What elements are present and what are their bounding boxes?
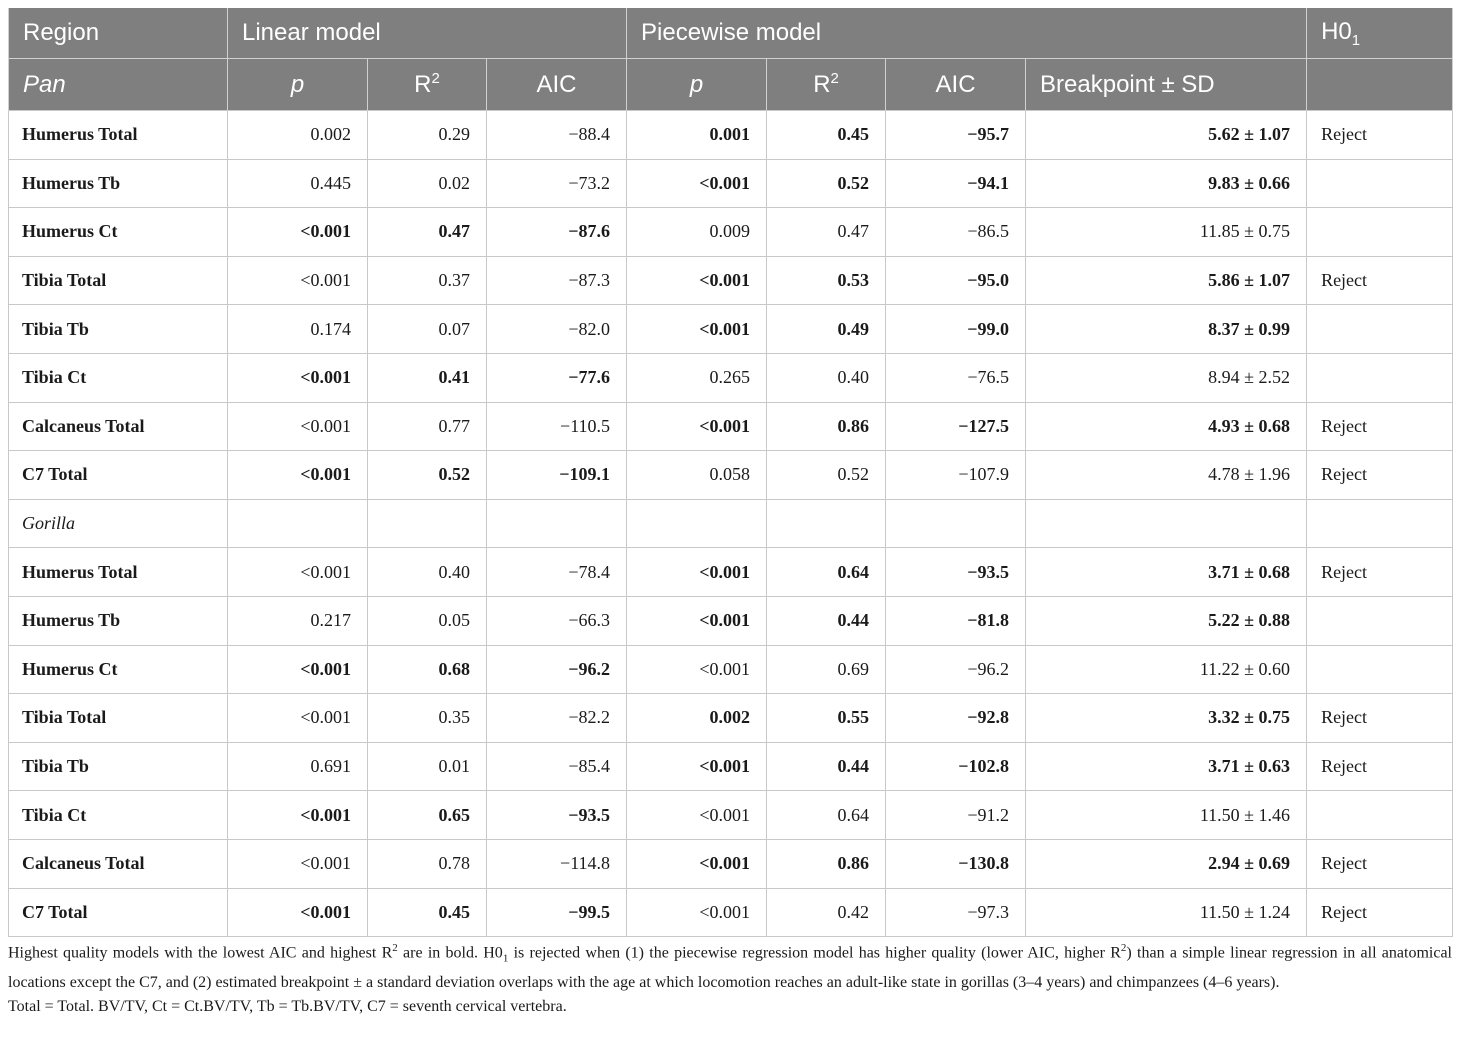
piecewise-p-cell: 0.265 — [627, 353, 767, 402]
breakpoint-cell: 8.94 ± 2.52 — [1026, 353, 1307, 402]
header-piecewise-p: p — [627, 59, 767, 111]
table-row — [9, 742, 1453, 791]
piecewise-r2-cell: 0.86 — [767, 839, 886, 888]
linear-p-cell: 0.217 — [228, 596, 368, 645]
header-linear-p: p — [228, 59, 368, 111]
h0-result-cell: Reject — [1307, 548, 1453, 597]
linear-p-cell: 0.445 — [228, 159, 368, 208]
table-footnotes — [8, 936, 1452, 1019]
linear-aic-cell: −87.6 — [487, 208, 627, 257]
h0-result-cell: Reject — [1307, 839, 1453, 888]
linear-p-cell: <0.001 — [228, 645, 368, 694]
header-h0-base: H0 — [1321, 17, 1352, 45]
piecewise-r2-cell: 0.44 — [767, 596, 886, 645]
header-piecewise-model: Piecewise model — [627, 8, 1307, 59]
h0-result-cell: Reject — [1307, 111, 1453, 160]
header-row-top — [9, 8, 1453, 59]
table-row — [9, 839, 1453, 888]
linear-aic-cell: −66.3 — [487, 596, 627, 645]
piecewise-p-cell: <0.001 — [627, 742, 767, 791]
linear-aic-cell: −93.5 — [487, 791, 627, 840]
breakpoint-cell: 3.71 ± 0.68 — [1026, 548, 1307, 597]
footnote-text: is rejected when (1) the piecewise regression model has higher quality (lower AIC, higher R — [508, 944, 1121, 962]
linear-aic-cell: −99.5 — [487, 888, 627, 937]
breakpoint-cell: 3.71 ± 0.63 — [1026, 742, 1307, 791]
piecewise-aic-cell: −130.8 — [886, 839, 1026, 888]
region-cell: Humerus Ct — [9, 645, 228, 694]
breakpoint-cell: 11.85 ± 0.75 — [1026, 208, 1307, 257]
empty-cell — [1026, 499, 1307, 548]
piecewise-aic-cell: −93.5 — [886, 548, 1026, 597]
header-h0 — [1307, 8, 1453, 59]
header-linear-r2-sup: 2 — [431, 70, 440, 87]
linear-aic-cell: −82.0 — [487, 305, 627, 354]
linear-aic-cell: −73.2 — [487, 159, 627, 208]
linear-p-cell: <0.001 — [228, 208, 368, 257]
table-row — [9, 451, 1453, 500]
linear-aic-cell: −110.5 — [487, 402, 627, 451]
linear-r2-cell: 0.02 — [368, 159, 487, 208]
region-cell: Humerus Total — [9, 548, 228, 597]
h0-result-cell: Reject — [1307, 451, 1453, 500]
empty-cell — [886, 499, 1026, 548]
linear-r2-cell: 0.47 — [368, 208, 487, 257]
piecewise-p-cell: <0.001 — [627, 159, 767, 208]
results-table-container — [8, 8, 1452, 937]
h0-result-cell — [1307, 208, 1453, 257]
footnote-bold-and-h0 — [8, 936, 1452, 995]
header-linear-r2 — [368, 59, 487, 111]
linear-r2-cell: 0.01 — [368, 742, 487, 791]
table-row — [9, 694, 1453, 743]
table-header — [9, 8, 1453, 111]
linear-r2-cell: 0.35 — [368, 694, 487, 743]
piecewise-aic-cell: −76.5 — [886, 353, 1026, 402]
empty-cell — [228, 499, 368, 548]
piecewise-r2-cell: 0.64 — [767, 548, 886, 597]
piecewise-p-cell: 0.058 — [627, 451, 767, 500]
piecewise-aic-cell: −95.0 — [886, 256, 1026, 305]
piecewise-r2-cell: 0.42 — [767, 888, 886, 937]
piecewise-aic-cell: −97.3 — [886, 888, 1026, 937]
linear-r2-cell: 0.05 — [368, 596, 487, 645]
linear-r2-cell: 0.45 — [368, 888, 487, 937]
piecewise-p-cell: <0.001 — [627, 645, 767, 694]
region-cell: Tibia Total — [9, 694, 228, 743]
linear-r2-cell: 0.29 — [368, 111, 487, 160]
piecewise-p-cell: <0.001 — [627, 548, 767, 597]
linear-aic-cell: −82.2 — [487, 694, 627, 743]
breakpoint-cell: 9.83 ± 0.66 — [1026, 159, 1307, 208]
piecewise-aic-cell: −95.7 — [886, 111, 1026, 160]
linear-p-cell: <0.001 — [228, 791, 368, 840]
table-row — [9, 888, 1453, 937]
piecewise-aic-cell: −107.9 — [886, 451, 1026, 500]
h0-result-cell — [1307, 596, 1453, 645]
linear-p-cell: <0.001 — [228, 256, 368, 305]
header-h0-empty — [1307, 59, 1453, 111]
model-comparison-table — [8, 8, 1453, 937]
breakpoint-cell: 5.62 ± 1.07 — [1026, 111, 1307, 160]
linear-aic-cell: −96.2 — [487, 645, 627, 694]
table-row — [9, 402, 1453, 451]
linear-p-cell: <0.001 — [228, 402, 368, 451]
footnote-sup: 2 — [392, 942, 398, 954]
piecewise-r2-cell: 0.45 — [767, 111, 886, 160]
header-piecewise-r2-base: R — [813, 71, 831, 98]
table-row — [9, 256, 1453, 305]
region-cell: Tibia Tb — [9, 742, 228, 791]
h0-result-cell — [1307, 645, 1453, 694]
linear-aic-cell: −109.1 — [487, 451, 627, 500]
breakpoint-cell: 5.22 ± 0.88 — [1026, 596, 1307, 645]
linear-p-cell: <0.001 — [228, 839, 368, 888]
empty-cell — [1307, 499, 1453, 548]
footnote-text: ) than a simple linear regression in all anatomical locations except the C7, and (2) estimated breakpoint ± a standard deviation overlaps with the age at which locomotion reaches an adult-like state in gorillas (3–4 years) and chimpanzees (4–6 years). — [8, 944, 1452, 991]
breakpoint-cell: 11.22 ± 0.60 — [1026, 645, 1307, 694]
piecewise-r2-cell: 0.40 — [767, 353, 886, 402]
h0-result-cell: Reject — [1307, 694, 1453, 743]
linear-aic-cell: −114.8 — [487, 839, 627, 888]
header-group-pan: Pan — [9, 59, 228, 111]
header-breakpoint: Breakpoint ± SD — [1026, 59, 1307, 111]
linear-r2-cell: 0.68 — [368, 645, 487, 694]
linear-aic-cell: −78.4 — [487, 548, 627, 597]
piecewise-r2-cell: 0.52 — [767, 451, 886, 500]
piecewise-p-cell: <0.001 — [627, 596, 767, 645]
breakpoint-cell: 4.93 ± 0.68 — [1026, 402, 1307, 451]
piecewise-r2-cell: 0.47 — [767, 208, 886, 257]
header-linear-model: Linear model — [228, 8, 627, 59]
piecewise-p-cell: <0.001 — [627, 791, 767, 840]
piecewise-r2-cell: 0.52 — [767, 159, 886, 208]
group-label: Gorilla — [9, 499, 228, 548]
table-row — [9, 159, 1453, 208]
region-cell: Tibia Ct — [9, 353, 228, 402]
table-row — [9, 791, 1453, 840]
piecewise-aic-cell: −92.8 — [886, 694, 1026, 743]
piecewise-aic-cell: −91.2 — [886, 791, 1026, 840]
empty-cell — [627, 499, 767, 548]
h0-result-cell: Reject — [1307, 888, 1453, 937]
h0-result-cell: Reject — [1307, 402, 1453, 451]
breakpoint-cell: 5.86 ± 1.07 — [1026, 256, 1307, 305]
piecewise-r2-cell: 0.55 — [767, 694, 886, 743]
breakpoint-cell: 8.37 ± 0.99 — [1026, 305, 1307, 354]
h0-result-cell: Reject — [1307, 256, 1453, 305]
piecewise-r2-cell: 0.53 — [767, 256, 886, 305]
linear-aic-cell: −87.3 — [487, 256, 627, 305]
region-cell: Tibia Tb — [9, 305, 228, 354]
piecewise-aic-cell: −81.8 — [886, 596, 1026, 645]
breakpoint-cell: 3.32 ± 0.75 — [1026, 694, 1307, 743]
region-cell: C7 Total — [9, 451, 228, 500]
header-linear-r2-base: R — [414, 71, 432, 98]
table-row — [9, 353, 1453, 402]
breakpoint-cell: 11.50 ± 1.24 — [1026, 888, 1307, 937]
linear-aic-cell: −85.4 — [487, 742, 627, 791]
linear-aic-cell: −88.4 — [487, 111, 627, 160]
table-row — [9, 645, 1453, 694]
footnote-text: are in bold. H0 — [397, 944, 503, 962]
piecewise-p-cell: <0.001 — [627, 402, 767, 451]
region-cell: Humerus Total — [9, 111, 228, 160]
table-row — [9, 305, 1453, 354]
linear-p-cell: <0.001 — [228, 888, 368, 937]
linear-r2-cell: 0.07 — [368, 305, 487, 354]
linear-p-cell: <0.001 — [228, 694, 368, 743]
linear-p-cell: 0.002 — [228, 111, 368, 160]
piecewise-aic-cell: −127.5 — [886, 402, 1026, 451]
piecewise-aic-cell: −99.0 — [886, 305, 1026, 354]
header-region: Region — [9, 8, 228, 59]
linear-r2-cell: 0.40 — [368, 548, 487, 597]
header-h0-sub: 1 — [1351, 31, 1361, 49]
region-cell: Humerus Ct — [9, 208, 228, 257]
linear-p-cell: 0.174 — [228, 305, 368, 354]
empty-cell — [767, 499, 886, 548]
linear-r2-cell: 0.77 — [368, 402, 487, 451]
piecewise-r2-cell: 0.64 — [767, 791, 886, 840]
region-cell: Calcaneus Total — [9, 402, 228, 451]
linear-aic-cell: −77.6 — [487, 353, 627, 402]
piecewise-p-cell: 0.002 — [627, 694, 767, 743]
linear-p-cell: 0.691 — [228, 742, 368, 791]
region-cell: Tibia Total — [9, 256, 228, 305]
linear-r2-cell: 0.37 — [368, 256, 487, 305]
header-piecewise-r2-sup: 2 — [830, 70, 839, 87]
header-piecewise-r2 — [767, 59, 886, 111]
linear-p-cell: <0.001 — [228, 548, 368, 597]
piecewise-r2-cell: 0.69 — [767, 645, 886, 694]
breakpoint-cell: 4.78 ± 1.96 — [1026, 451, 1307, 500]
piecewise-p-cell: 0.001 — [627, 111, 767, 160]
linear-r2-cell: 0.78 — [368, 839, 487, 888]
table-row — [9, 548, 1453, 597]
empty-cell — [487, 499, 627, 548]
region-cell: Humerus Tb — [9, 159, 228, 208]
table-group-row — [9, 499, 1453, 548]
piecewise-aic-cell: −94.1 — [886, 159, 1026, 208]
linear-r2-cell: 0.41 — [368, 353, 487, 402]
table-row — [9, 208, 1453, 257]
piecewise-aic-cell: −96.2 — [886, 645, 1026, 694]
linear-p-cell: <0.001 — [228, 451, 368, 500]
header-piecewise-aic: AIC — [886, 59, 1026, 111]
h0-result-cell — [1307, 159, 1453, 208]
piecewise-aic-cell: −102.8 — [886, 742, 1026, 791]
linear-r2-cell: 0.65 — [368, 791, 487, 840]
region-cell: Humerus Tb — [9, 596, 228, 645]
h0-result-cell — [1307, 791, 1453, 840]
piecewise-aic-cell: −86.5 — [886, 208, 1026, 257]
breakpoint-cell: 11.50 ± 1.46 — [1026, 791, 1307, 840]
footnote-text: Highest quality models with the lowest AIC and highest R — [8, 944, 393, 962]
piecewise-r2-cell: 0.44 — [767, 742, 886, 791]
table-row — [9, 111, 1453, 160]
piecewise-r2-cell: 0.86 — [767, 402, 886, 451]
footnote-sup: 2 — [1120, 942, 1127, 954]
piecewise-p-cell: <0.001 — [627, 256, 767, 305]
header-row-sub — [9, 59, 1453, 111]
linear-r2-cell: 0.52 — [368, 451, 487, 500]
empty-cell — [368, 499, 487, 548]
piecewise-p-cell: <0.001 — [627, 305, 767, 354]
piecewise-r2-cell: 0.49 — [767, 305, 886, 354]
piecewise-p-cell: 0.009 — [627, 208, 767, 257]
breakpoint-cell: 2.94 ± 0.69 — [1026, 839, 1307, 888]
linear-p-cell: <0.001 — [228, 353, 368, 402]
table-row — [9, 596, 1453, 645]
header-linear-aic: AIC — [487, 59, 627, 111]
h0-result-cell — [1307, 353, 1453, 402]
region-cell: C7 Total — [9, 888, 228, 937]
footnote-sub: 1 — [502, 952, 509, 965]
piecewise-p-cell: <0.001 — [627, 839, 767, 888]
h0-result-cell — [1307, 305, 1453, 354]
piecewise-p-cell: <0.001 — [627, 888, 767, 937]
region-cell: Calcaneus Total — [9, 839, 228, 888]
table-body — [9, 111, 1453, 937]
region-cell: Tibia Ct — [9, 791, 228, 840]
h0-result-cell: Reject — [1307, 742, 1453, 791]
footnote-abbreviations: Total = Total. BV/TV, Ct = Ct.BV/TV, Tb = Tb.BV/TV, C7 = seventh cervical vertebra. — [8, 997, 567, 1015]
